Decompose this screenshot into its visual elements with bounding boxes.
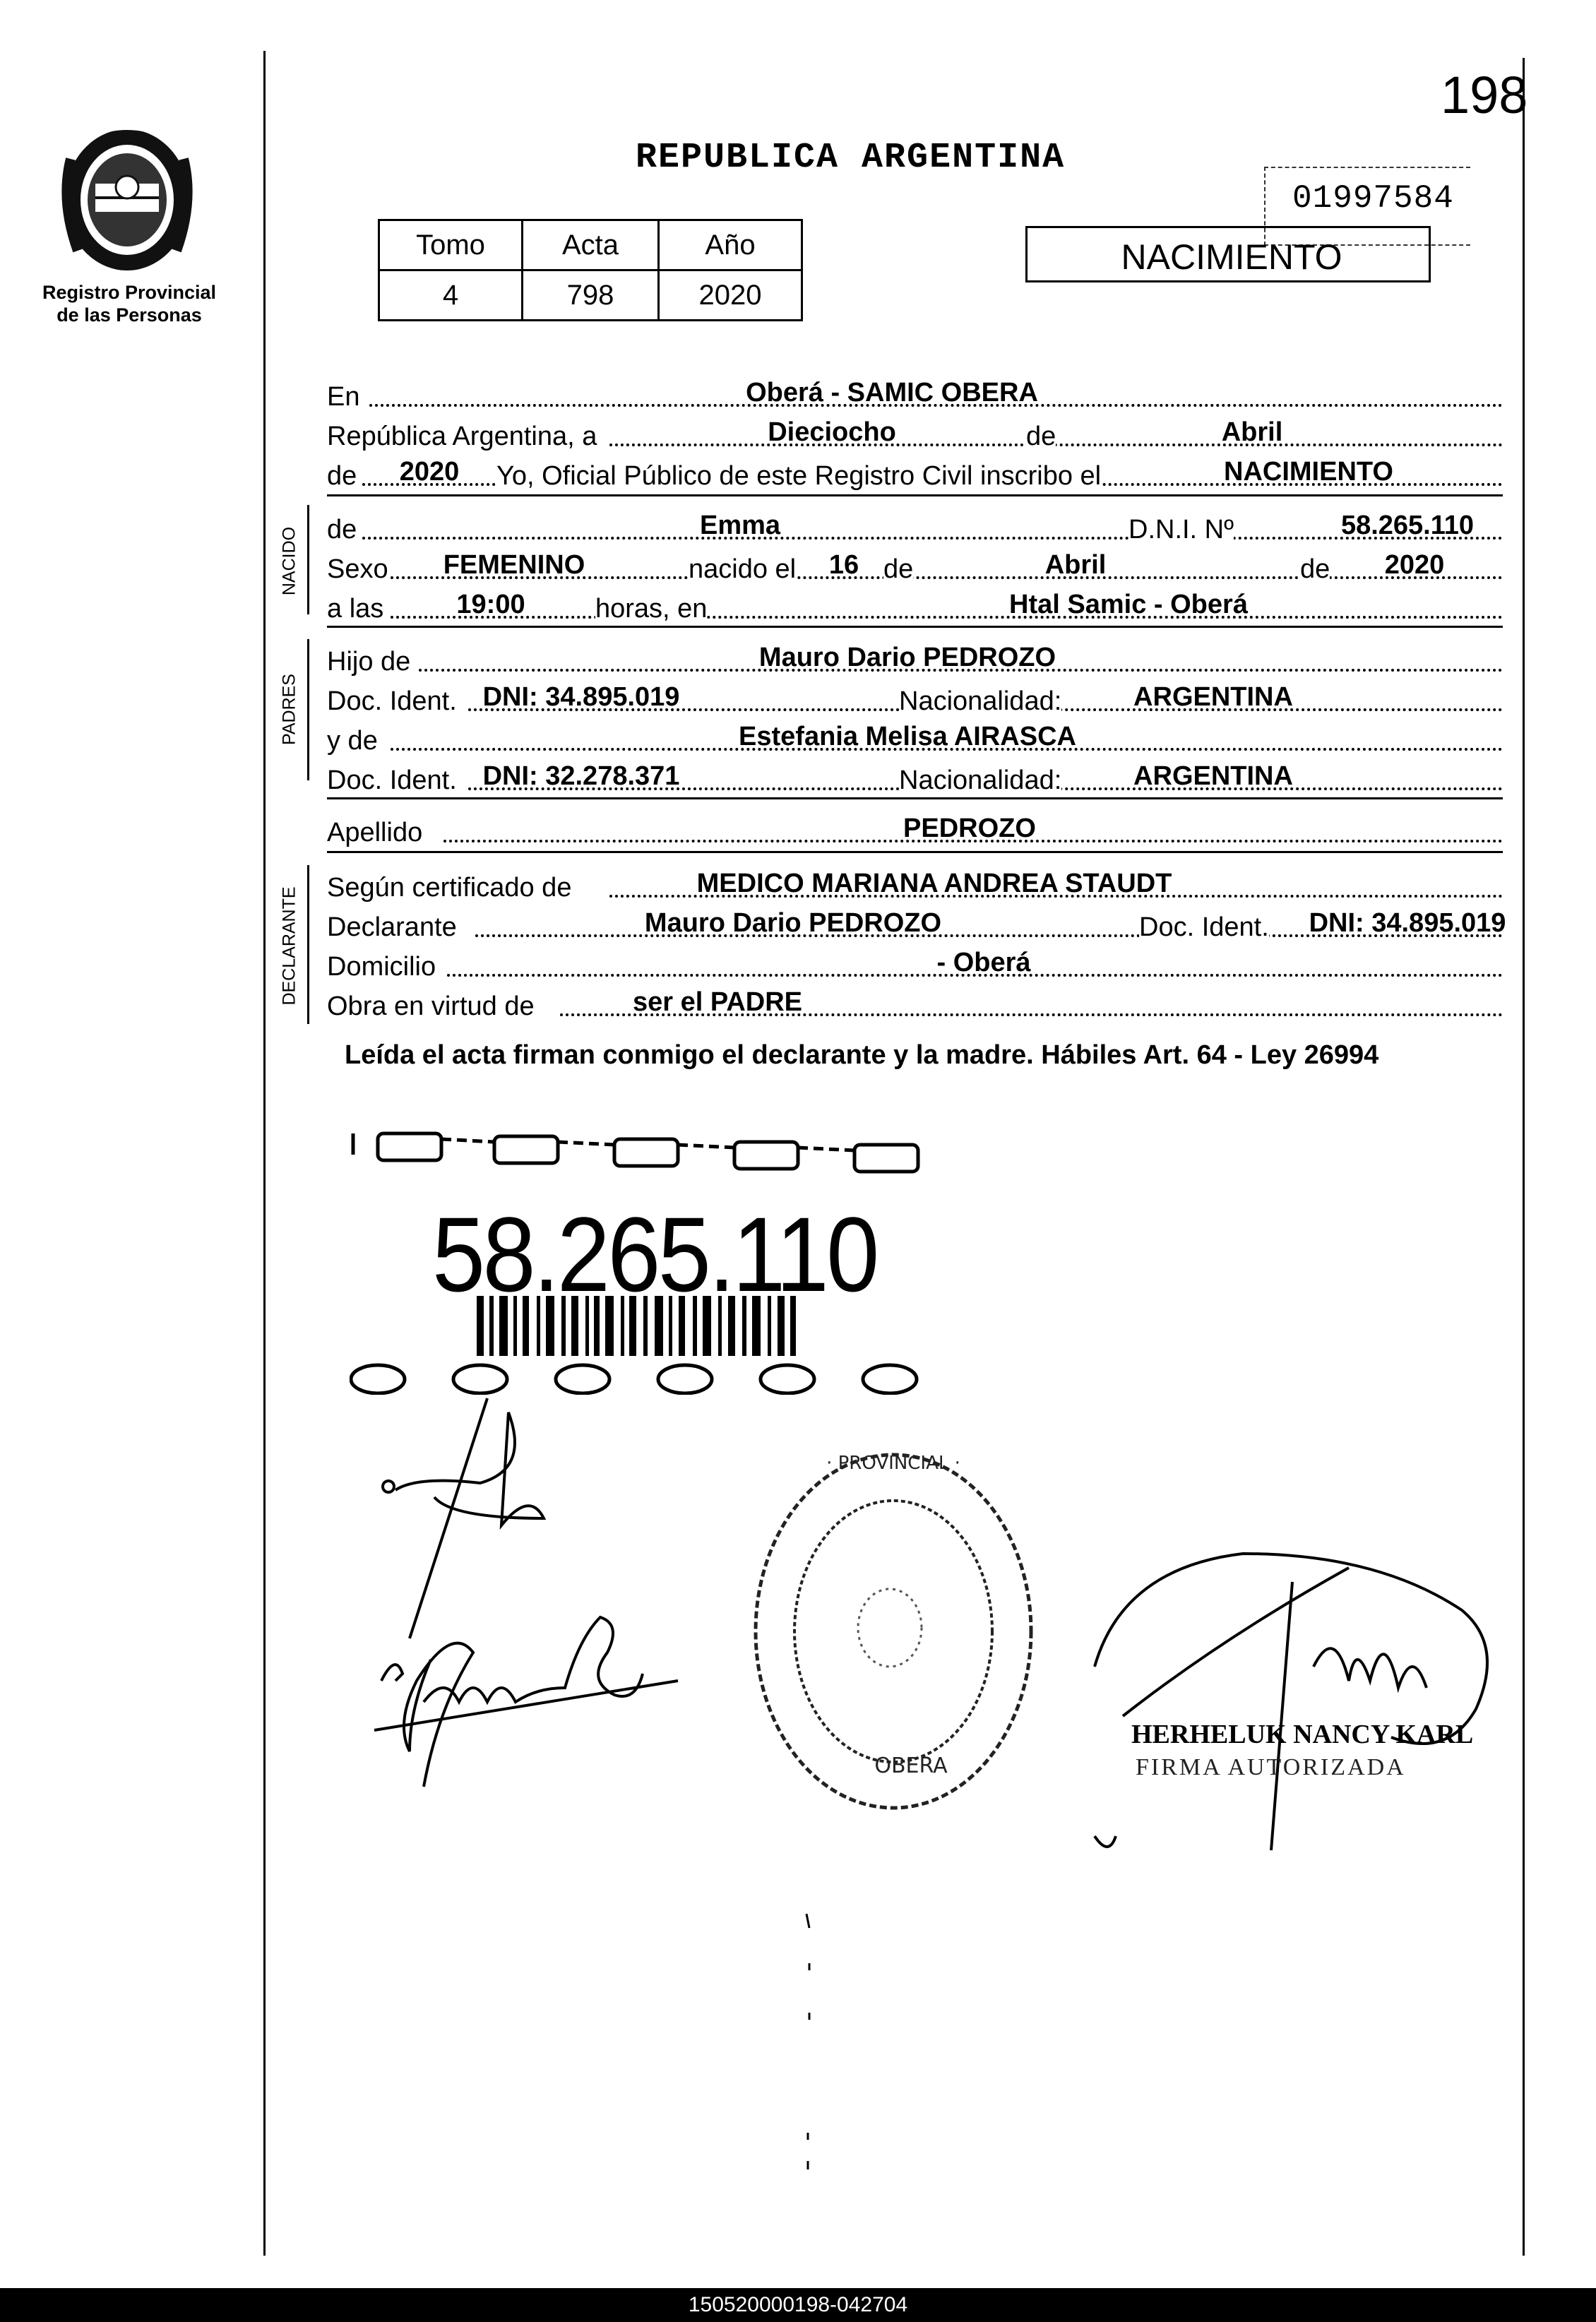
value-surname: PEDROZO xyxy=(903,814,1036,843)
ref-header-anio: Año xyxy=(659,220,802,270)
official-stamp xyxy=(742,1441,1059,1840)
signature-officer xyxy=(367,1384,692,1797)
row-time-place xyxy=(327,586,1503,626)
row-father-doc xyxy=(327,679,1503,718)
signature-authorized xyxy=(1080,1525,1518,1868)
label-horas-en: horas, en xyxy=(595,594,708,624)
label-de-name: de xyxy=(327,515,357,544)
row-mother xyxy=(327,718,1503,758)
section-padres: PADRES xyxy=(279,674,299,745)
label-obra-en-virtud: Obra en virtud de xyxy=(327,992,535,1021)
issuer-line-1: Registro Provincial xyxy=(42,282,217,303)
row-place xyxy=(327,374,1503,414)
value-mother-nationality: ARGENTINA xyxy=(1133,761,1293,791)
serial-number: 01997584 xyxy=(1292,180,1454,217)
divider-3 xyxy=(327,797,1503,799)
value-mother-name: Estefania Melisa AIRASCA xyxy=(739,722,1076,751)
value-birth-month: Abril xyxy=(1044,550,1107,580)
value-capacity: ser el PADRE xyxy=(632,987,803,1017)
scan-marks xyxy=(798,1907,819,2193)
signatory-role: FIRMA AUTORIZADA xyxy=(1136,1754,1406,1780)
declarante-bracket xyxy=(307,865,309,1024)
left-border xyxy=(263,51,266,2256)
row-name xyxy=(327,507,1503,547)
value-birth-day: 16 xyxy=(828,550,859,580)
value-mother-doc: DNI: 32.278.371 xyxy=(482,761,680,791)
row-father xyxy=(327,639,1503,679)
ref-value-anio: 2020 xyxy=(659,270,802,321)
value-declarant: Mauro Dario PEDROZO xyxy=(644,908,942,938)
value-domicile: - Oberá xyxy=(936,948,1031,977)
label-dni: D.N.I. Nº xyxy=(1128,515,1234,544)
row-declarant xyxy=(327,905,1506,944)
label-de-month: de xyxy=(1026,422,1056,451)
label-segun-certificado: Según certificado de xyxy=(327,873,572,903)
label-de-year: de xyxy=(327,461,357,491)
row-domicile xyxy=(327,944,1503,984)
row-capacity xyxy=(327,984,1503,1023)
row-surname xyxy=(327,810,1503,850)
value-act: NACIMIENTO xyxy=(1224,457,1393,487)
label-sexo: Sexo xyxy=(327,554,388,584)
value-birth-time: 19:00 xyxy=(456,590,525,619)
reference-table xyxy=(378,219,803,321)
value-father-name: Mauro Dario PEDROZO xyxy=(758,643,1056,672)
value-sex: FEMENINO xyxy=(443,550,585,580)
footer-barcode-id: 150520000198-042704 xyxy=(0,2288,1596,2322)
closing-statement: Leída el acta firman conmigo el declarante y la madre. Hábiles Art. 64 - Ley 26994 xyxy=(345,1040,1379,1070)
ref-value-tomo: 4 xyxy=(379,270,523,321)
label-hijo-de: Hijo de xyxy=(327,647,411,677)
label-declarant-doc: Doc. Ident. xyxy=(1139,912,1269,942)
label-de-bmonth: de xyxy=(883,554,914,584)
label-mother-nationality: Nacionalidad: xyxy=(899,766,1062,795)
label-a-las: a las xyxy=(327,594,384,624)
divider-4 xyxy=(327,851,1503,853)
label-republica: República Argentina, a xyxy=(327,422,597,451)
value-name: Emma xyxy=(699,511,781,540)
signatory-name: HERHELUK NANCY KARL xyxy=(1131,1720,1474,1749)
label-yo-oficial: Yo, Oficial Público de este Registro Civil inscribo el xyxy=(496,461,1102,491)
label-en: En xyxy=(327,382,360,412)
value-reg-year: 2020 xyxy=(399,457,460,487)
value-dni: 58.265.110 xyxy=(1340,511,1475,540)
label-apellido: Apellido xyxy=(327,818,423,847)
row-certificate xyxy=(327,865,1503,905)
label-domicilio: Domicilio xyxy=(327,952,436,982)
section-nacido: NACIDO xyxy=(279,526,299,596)
act-type-box: NACIMIENTO xyxy=(1025,226,1431,282)
value-reg-day: Dieciocho xyxy=(768,417,896,447)
right-border xyxy=(1523,58,1525,2256)
ref-value-acta: 798 xyxy=(523,270,659,321)
country-title: REPUBLICA ARGENTINA xyxy=(636,138,1066,178)
value-birth-year: 2020 xyxy=(1384,550,1445,580)
value-declarant-doc: DNI: 34.895.019 xyxy=(1309,908,1506,938)
divider-2 xyxy=(327,626,1503,628)
divider-1 xyxy=(327,494,1503,496)
issuer-line-2: de las Personas xyxy=(56,304,202,326)
padres-bracket xyxy=(307,639,309,780)
label-y-de: y de xyxy=(327,726,378,756)
svg-text:OBERA: OBERA xyxy=(874,1754,948,1778)
row-sex xyxy=(327,547,1503,586)
section-declarante: DECLARANTE xyxy=(279,886,299,1006)
ref-header-tomo: Tomo xyxy=(379,220,523,270)
row-mother-doc xyxy=(327,758,1503,797)
value-place: Oberá - SAMIC OBERA xyxy=(746,378,1038,407)
ref-header-acta: Acta xyxy=(523,220,659,270)
value-father-nationality: ARGENTINA xyxy=(1133,682,1293,712)
value-reg-month: Abril xyxy=(1221,417,1283,447)
row-date xyxy=(327,414,1503,453)
issuer-caption xyxy=(34,281,225,326)
page-number: 198 xyxy=(1441,66,1528,124)
value-certificate-by: MEDICO MARIANA ANDREA STAUDT xyxy=(696,869,1172,898)
label-de-byear: de xyxy=(1300,554,1330,584)
label-father-nationality: Nacionalidad: xyxy=(899,686,1062,716)
province-seal-logo xyxy=(46,117,208,282)
label-nacido-el: nacido el xyxy=(689,554,797,584)
label-mother-doc: Doc. Ident. xyxy=(327,766,457,795)
label-father-doc: Doc. Ident. xyxy=(327,686,457,716)
value-father-doc: DNI: 34.895.019 xyxy=(482,682,680,712)
barcode-number: 58.265.110 xyxy=(432,1195,877,1314)
label-declarante: Declarante xyxy=(327,912,457,942)
row-year xyxy=(327,453,1503,493)
value-birth-place: Htal Samic - Oberá xyxy=(1009,590,1248,619)
nacido-bracket xyxy=(307,505,309,614)
svg-text:· PROVINCIAL ·: · PROVINCIAL · xyxy=(826,1453,960,1474)
